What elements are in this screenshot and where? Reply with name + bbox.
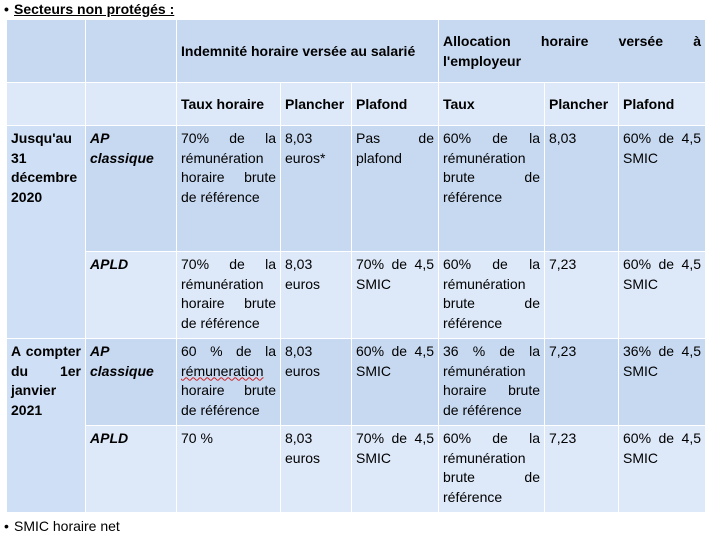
cell-taux-horaire-c: horaire brute de référence	[181, 382, 276, 418]
col-plafond: Plafond	[352, 83, 439, 126]
cell-plafond-2: 60% de 4,5 SMIC	[619, 252, 706, 339]
header-row-columns	[7, 83, 706, 126]
cell-taux-horaire-a: 60 % de la	[181, 343, 276, 359]
misspelled-word: rémuneration	[181, 362, 264, 379]
cell-plafond: Pas de plafond	[352, 126, 439, 252]
header-group-salarie: Indemnité horaire versée au salarié	[177, 20, 439, 83]
table-row	[7, 426, 706, 513]
cell-plancher-2: 8,03	[545, 126, 619, 252]
col-taux-horaire: Taux horaire	[177, 83, 281, 126]
cell-plancher-2: 7,23	[545, 339, 619, 426]
heading-text: Secteurs non protégés :	[14, 1, 175, 17]
cell-plafond-2: 36% de 4,5 SMIC	[619, 339, 706, 426]
cell-plafond: 70% de 4,5 SMIC	[352, 426, 439, 513]
table-row	[7, 126, 706, 252]
cell-plancher: 8,03 euros	[281, 252, 352, 339]
header-empty-4	[86, 83, 177, 126]
cell-taux: 36 % de la rémunération horaire brute de référence	[439, 339, 545, 426]
cell-taux: 60% de la rémunération brute de référence	[439, 126, 545, 252]
header-empty-1	[7, 20, 86, 83]
cell-taux: 60% de la rémunération brute de référence	[439, 252, 545, 339]
heading-bullet: •	[4, 1, 9, 17]
cell-taux-horaire: 70 %	[177, 426, 281, 513]
table-row	[7, 339, 706, 426]
cell-plafond-2: 60% de 4,5 SMIC	[619, 126, 706, 252]
cell-plancher: 8,03 euros*	[281, 126, 352, 252]
cell-taux-horaire	[177, 339, 281, 426]
cell-plancher: 8,03 euros	[281, 426, 352, 513]
cell-plancher: 8,03 euros	[281, 339, 352, 426]
cell-taux-horaire: 70% de la rémunération horaire brute de référence	[177, 126, 281, 252]
allocation-table	[6, 19, 706, 513]
footnote-bullet: •	[4, 518, 9, 534]
header-empty-2	[86, 20, 177, 83]
cell-plafond: 60% de 4,5 SMIC	[352, 339, 439, 426]
header-empty-3	[7, 83, 86, 126]
dispositif-label: AP classique	[86, 126, 177, 252]
cell-taux: 60% de la rémunération brute de référence	[439, 426, 545, 513]
table-row	[7, 252, 706, 339]
dispositif-label: APLD	[86, 252, 177, 339]
col-plancher: Plancher	[281, 83, 352, 126]
dispositif-label: AP classique	[86, 339, 177, 426]
header-group-employeur: Allocation horaire versée à l'employeur	[439, 20, 706, 83]
period-label: Jusqu'au 31 décembre 2020	[7, 126, 86, 339]
cell-plancher-2: 7,23	[545, 426, 619, 513]
dispositif-label: APLD	[86, 426, 177, 513]
header-row-groups	[7, 20, 706, 83]
period-label: A compter du 1er janvier 2021	[7, 339, 86, 513]
footnote-text: SMIC horaire net	[14, 518, 120, 534]
cell-plancher-2: 7,23	[545, 252, 619, 339]
col-plancher-2: Plancher	[545, 83, 619, 126]
footnote	[4, 516, 120, 536]
cell-taux-horaire: 70% de la rémunération horaire brute de référence	[177, 252, 281, 339]
col-taux: Taux	[439, 83, 545, 126]
section-heading	[4, 0, 174, 18]
cell-plafond: 70% de 4,5 SMIC	[352, 252, 439, 339]
col-plafond-2: Plafond	[619, 83, 706, 126]
cell-plafond-2: 60% de 4,5 SMIC	[619, 426, 706, 513]
